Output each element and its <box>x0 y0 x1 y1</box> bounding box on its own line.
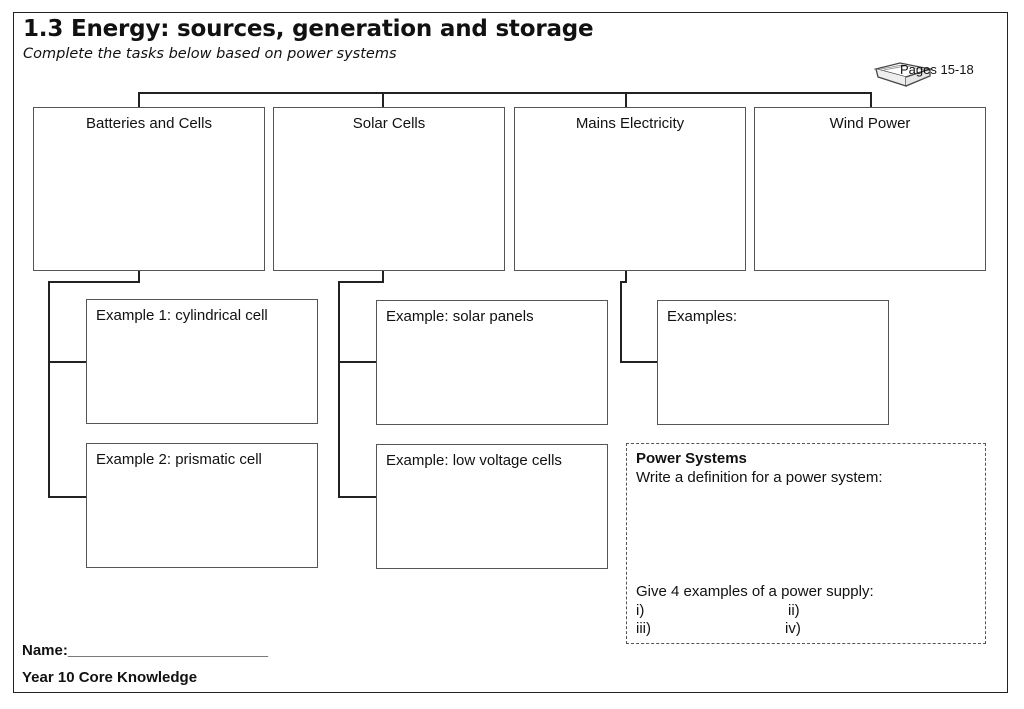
category-box-mains <box>514 107 746 271</box>
category-label: Batteries and Cells <box>86 115 212 132</box>
example-box-cylindrical-cell <box>86 299 318 424</box>
example-label: Examples: <box>667 308 738 325</box>
answer-item-iii: iii) <box>636 620 651 637</box>
name-field: Name:________________________ <box>22 642 269 659</box>
definition-prompt: Write a definition for a power system: <box>636 469 883 486</box>
category-label: Solar Cells <box>352 115 426 132</box>
page-subtitle: Complete the tasks below based on power systems <box>23 46 397 62</box>
page-reference: Pages 15-18 <box>900 62 974 77</box>
answer-item-i: i) <box>636 602 645 619</box>
example-label: Example 1: cylindrical cell <box>96 307 268 324</box>
category-box-batteries <box>33 107 265 271</box>
power-systems-box <box>626 443 986 644</box>
power-systems-heading: Power Systems <box>636 450 747 467</box>
page-title: 1.3 Energy: sources, generation and storage <box>23 16 594 42</box>
example-box-low-voltage-cells <box>376 444 608 569</box>
answer-item-iv: iv) <box>785 620 801 637</box>
example-label: Example: low voltage cells <box>386 452 562 469</box>
category-label: Mains Electricity <box>575 115 685 132</box>
category-box-solar <box>273 107 505 271</box>
example-box-mains <box>657 300 889 425</box>
examples-prompt: Give 4 examples of a power supply: <box>636 583 874 600</box>
category-box-wind <box>754 107 986 271</box>
example-label: Example 2: prismatic cell <box>96 451 262 468</box>
example-box-prismatic-cell <box>86 443 318 568</box>
course-label: Year 10 Core Knowledge <box>22 669 198 686</box>
example-box-solar-panels <box>376 300 608 425</box>
category-label: Wind Power <box>829 115 911 132</box>
answer-item-ii: ii) <box>788 602 800 619</box>
example-label: Example: solar panels <box>386 308 534 325</box>
